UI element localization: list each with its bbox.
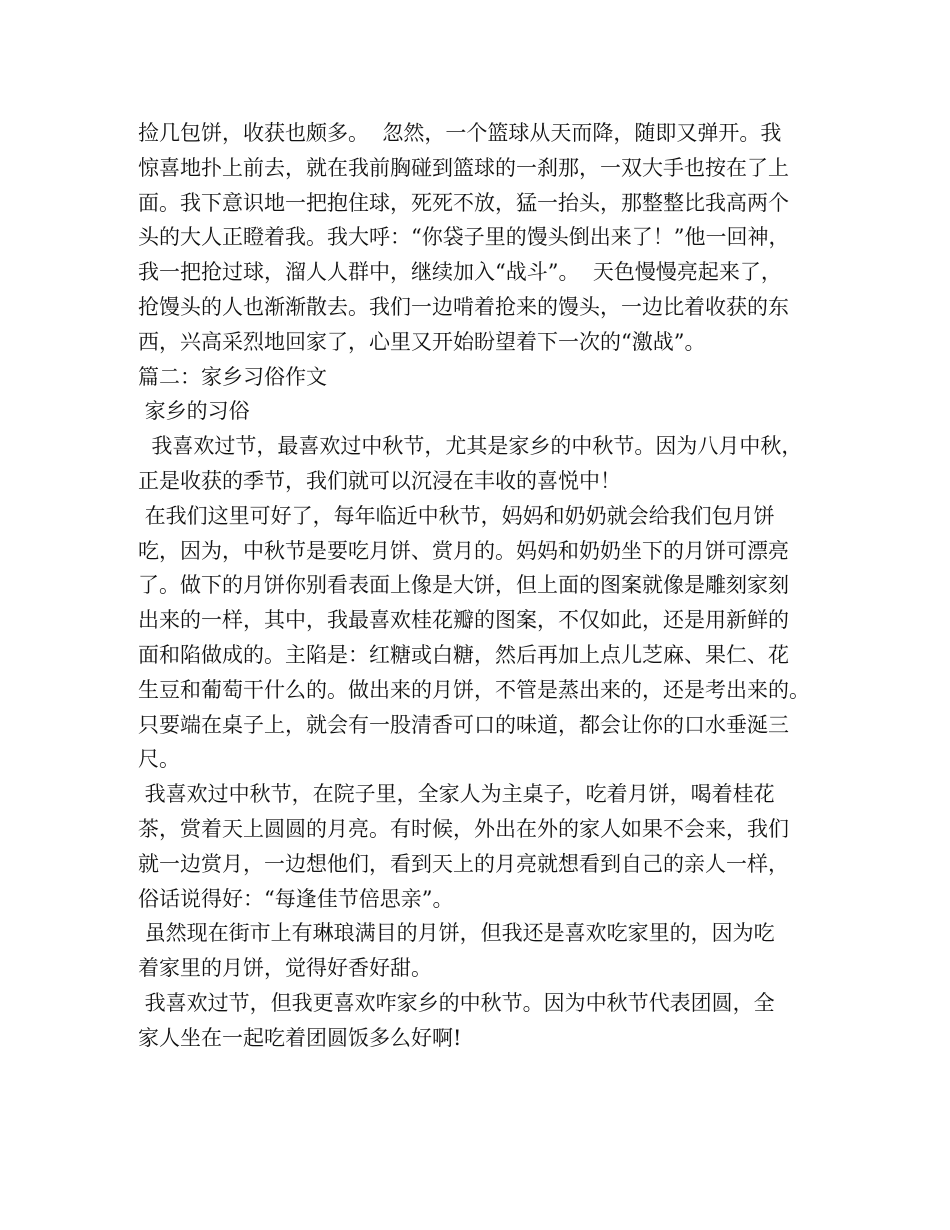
text-line: 面和陷做成的。主陷是：红糖或白糖，然后再加上点儿芝麻、果仁、花 bbox=[138, 642, 789, 667]
paragraph-intro bbox=[138, 429, 828, 499]
text-line: 尺。 bbox=[138, 747, 180, 772]
paragraph-homemade bbox=[138, 916, 828, 986]
text-line: 我喜欢过节，但我更喜欢咋家乡的中秋节。因为中秋节代表团圆，全 bbox=[138, 990, 775, 1015]
text-line: 头的大人正瞪着我。我大呼：“你袋子里的馒头倒出来了！”他一回神， bbox=[138, 225, 790, 250]
section-heading bbox=[138, 360, 828, 395]
text-line: 茶，赏着天上圆圆的月亮。有时候，外出在外的家人如果不会来，我们 bbox=[138, 816, 789, 841]
text-line: 西，兴高采烈地回家了，心里又开始盼望着下一次的“激战”。 bbox=[138, 329, 706, 354]
text-line: 篇二：家乡习俗作文 bbox=[138, 364, 327, 389]
text-line: 在我们这里可好了，每年临近中秋节，妈妈和奶奶就会给我们包月饼 bbox=[138, 503, 775, 528]
document-body bbox=[138, 116, 828, 1056]
paragraph-story-ending bbox=[138, 116, 828, 360]
text-line: 生豆和葡萄干什么的。做出来的月饼，不管是蒸出来的，还是考出来的。 bbox=[138, 677, 810, 702]
text-line: 抢馒头的人也渐渐散去。我们一边啃着抢来的馒头，一边比着收获的东 bbox=[138, 294, 789, 319]
text-line: 只要端在桌子上，就会有一股清香可口的味道，都会让你的口水垂涎三 bbox=[138, 712, 789, 737]
essay-title bbox=[138, 394, 828, 429]
text-line: 我喜欢过节，最喜欢过中秋节，尤其是家乡的中秋节。因为八月中秋， bbox=[138, 434, 803, 459]
text-line: 家人坐在一起吃着团圆饭多么好啊! bbox=[138, 1025, 462, 1050]
text-line: 出来的一样，其中，我最喜欢桂花瓣的图案，不仅如此，还是用新鲜的 bbox=[138, 608, 789, 633]
text-line: 我喜欢过中秋节，在院子里，全家人为主桌子，吃着月饼，喝着桂花 bbox=[138, 782, 775, 807]
text-line: 捡几包饼，收获也颇多。 忽然，一个篮球从天而降，随即又弹开。我 bbox=[138, 121, 782, 145]
text-line: 我一把抢过球，溜人人群中，继续加入“战斗”。 天色慢慢亮起来了， bbox=[138, 260, 782, 285]
text-line: 就一边赏月，一边想他们，看到天上的月亮就想看到自己的亲人一样， bbox=[138, 851, 789, 876]
paragraph-conclusion bbox=[138, 986, 828, 1056]
text-line: 惊喜地扑上前去，就在我前胸碰到篮球的一刹那，一双大手也按在了上 bbox=[138, 155, 789, 180]
paragraph-moon-viewing bbox=[138, 777, 828, 916]
text-line: 面。我下意识地一把抱住球，死死不放，猛一抬头，那整整比我高两个 bbox=[138, 190, 789, 215]
text-line: 俗话说得好：“每逢佳节倍思亲”。 bbox=[138, 886, 454, 911]
text-line: 着家里的月饼，觉得好香好甜。 bbox=[138, 956, 432, 981]
text-line: 吃，因为，中秋节是要吃月饼、赏月的。妈妈和奶奶坐下的月饼可漂亮 bbox=[138, 538, 789, 563]
text-line: 了。做下的月饼你别看表面上像是大饼，但上面的图案就像是雕刻家刻 bbox=[138, 573, 789, 598]
text-line: 正是收获的季节，我们就可以沉浸在丰收的喜悦中！ bbox=[138, 468, 621, 493]
text-line: 家乡的习俗 bbox=[138, 399, 250, 424]
text-line: 虽然现在街市上有琳琅满目的月饼，但我还是喜欢吃家里的，因为吃 bbox=[138, 921, 775, 946]
paragraph-mooncakes bbox=[138, 499, 828, 777]
